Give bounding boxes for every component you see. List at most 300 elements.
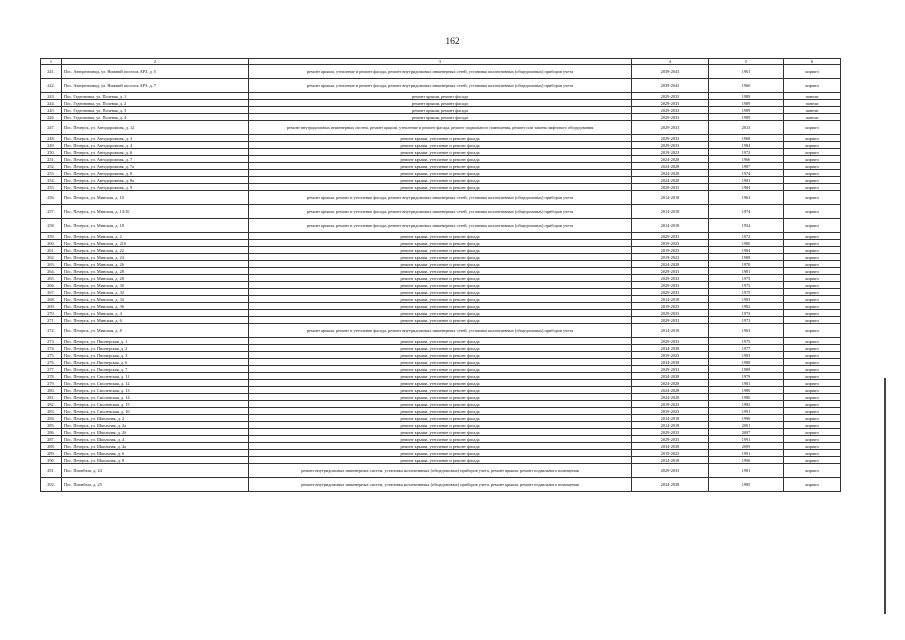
- cell-work-types: ремонт внутридомовых инженерных систем, установка коллективных (общедомовых) приборов учета, ремонт крыши, ремонт подвального помещения: [249, 478, 632, 492]
- cell-build-year: 1961: [709, 65, 784, 79]
- cell-address: Пос. Печерск, ул. Школьная, д. 2б: [62, 429, 249, 436]
- cell-build-year: 1973: [709, 310, 784, 317]
- cell-address: Пос. Печерск, ул. Смоленская, д. 16: [62, 408, 249, 415]
- cell-build-year: 1984: [709, 184, 784, 191]
- cell-wall-material: кирпич: [784, 408, 841, 415]
- cell-row-number: 263.: [41, 261, 62, 268]
- cell-wall-material: кирпич: [784, 359, 841, 366]
- cell-build-year: 1984: [709, 142, 784, 149]
- header-col-4: 4: [632, 59, 709, 65]
- cell-address: Пос. Печерск, ул. Пионерская, д. 7: [62, 366, 249, 373]
- cell-work-types: ремонт крыши, ремонт фасада: [249, 93, 632, 100]
- cell-build-year: 1989: [709, 114, 784, 121]
- cell-wall-material: кирпич: [784, 247, 841, 254]
- table-row: [41, 429, 841, 436]
- cell-row-number: 272.: [41, 324, 62, 338]
- cell-work-types: ремонт крыши, утепление и ремонт фасада: [249, 282, 632, 289]
- cell-address: Пос. Печерск, ул. Минская, д. 28: [62, 275, 249, 282]
- cell-work-types: ремонт крыши, утепление и ремонт фасада: [249, 254, 632, 261]
- header-col-3: 3: [249, 59, 632, 65]
- cell-row-number: 258.: [41, 219, 62, 233]
- cell-work-types: ремонт крыши, утепление и ремонт фасада: [249, 408, 632, 415]
- cell-row-number: 265.: [41, 275, 62, 282]
- cell-work-types: ремонт крыши, утепление и ремонт фасада: [249, 450, 632, 457]
- cell-address: Пос. Печерск, ул. Минская, д. 26: [62, 261, 249, 268]
- cell-wall-material: кирпич: [784, 233, 841, 240]
- cell-row-number: 257.: [41, 205, 62, 219]
- cell-work-types: ремонт крыши, утепление и ремонт фасада: [249, 261, 632, 268]
- table-row: [41, 93, 841, 100]
- cell-period: 2019-2023: [632, 254, 709, 261]
- cell-address: Пос. Печерск, ул. Автодорожная, д. 8а: [62, 177, 249, 184]
- cell-wall-material: кирпич: [784, 380, 841, 387]
- table-row: [41, 163, 841, 170]
- cell-build-year: 1975: [709, 338, 784, 345]
- cell-wall-material: кирпич: [784, 457, 841, 464]
- cell-row-number: 273.: [41, 338, 62, 345]
- table-row: [41, 79, 841, 93]
- cell-row-number: 280.: [41, 387, 62, 394]
- cell-period: 2029-2033: [632, 142, 709, 149]
- cell-wall-material: кирпич: [784, 478, 841, 492]
- cell-build-year: 2001: [709, 422, 784, 429]
- cell-build-year: 1972: [709, 149, 784, 156]
- cell-address: Пос. Печерск, ул. Минская, д. 4: [62, 310, 249, 317]
- cell-work-types: ремонт крыши, утепление и ремонт фасада: [249, 352, 632, 359]
- cell-wall-material: кирпич: [784, 121, 841, 135]
- cell-address: Пос. Печерск, ул. Минская, д. 34: [62, 296, 249, 303]
- cell-row-number: 245.: [41, 107, 62, 114]
- header-col-6: 6: [784, 59, 841, 65]
- cell-wall-material: кирпич: [784, 65, 841, 79]
- cell-period: 2029-2033: [632, 436, 709, 443]
- table-row: [41, 289, 841, 296]
- cell-build-year: 2013: [709, 121, 784, 135]
- cell-wall-material: кирпич: [784, 387, 841, 394]
- cell-row-number: 277.: [41, 366, 62, 373]
- table-row: [41, 338, 841, 345]
- cell-work-types: ремонт крыши, утепление и ремонт фасада: [249, 443, 632, 450]
- table-row: [41, 282, 841, 289]
- cell-row-number: 251.: [41, 156, 62, 163]
- cell-build-year: 1981: [709, 380, 784, 387]
- cell-address: Пос. Печерск, ул. Школьная, д. 4: [62, 436, 249, 443]
- cell-row-number: 256.: [41, 191, 62, 205]
- cell-wall-material: кирпич: [784, 219, 841, 233]
- cell-work-types: ремонт крыши, утепление и ремонт фасада: [249, 233, 632, 240]
- cell-build-year: 1908: [709, 254, 784, 261]
- cell-address: Пос. Печерск, ул. Минская, д. 32: [62, 289, 249, 296]
- cell-wall-material: кирпич: [784, 310, 841, 317]
- cell-build-year: 2009: [709, 443, 784, 450]
- cell-build-year: 1989: [709, 93, 784, 100]
- cell-work-types: ремонт крыши, утепление и ремонт фасада: [249, 296, 632, 303]
- cell-build-year: 1974: [709, 205, 784, 219]
- table-row: [41, 408, 841, 415]
- cell-period: 2029-2033: [632, 338, 709, 345]
- cell-work-types: ремонт крыши, утепление и ремонт фасада: [249, 268, 632, 275]
- cell-period: 2024-2028: [632, 177, 709, 184]
- cell-build-year: 1981: [709, 268, 784, 275]
- cell-wall-material: кирпич: [784, 324, 841, 338]
- cell-wall-material: кирпич: [784, 443, 841, 450]
- cell-wall-material: кирпич: [784, 352, 841, 359]
- cell-period: 2039-2043: [632, 79, 709, 93]
- cell-period: 2014-2018: [632, 422, 709, 429]
- cell-wall-material: кирпич: [784, 401, 841, 408]
- cell-work-types: ремонт внутридомовых инженерных систем, ремонт крыши, утепление и ремонт фасада, ремонт подвального помещения, ремонт или замена лифтового оборудования: [249, 121, 632, 135]
- cell-wall-material: кирпич: [784, 205, 841, 219]
- cell-work-types: ремонт крыши, утепление и ремонт фасада: [249, 275, 632, 282]
- table-row: [41, 247, 841, 254]
- cell-address: Пос. Печерск, ул. Смоленская, д. 12: [62, 380, 249, 387]
- cell-build-year: 1983: [709, 352, 784, 359]
- table-row: [41, 464, 841, 478]
- cell-address: Пос. Авторемзавод, ул. Нижний поселок АРЗ, д. 7: [62, 79, 249, 93]
- cell-address: Пос. Печерск, ул. Смоленская, д. 14: [62, 394, 249, 401]
- cell-row-number: 286.: [41, 429, 62, 436]
- cell-period: 2034-2038: [632, 478, 709, 492]
- cell-row-number: 289.: [41, 450, 62, 457]
- table-row: [41, 296, 841, 303]
- cell-wall-material: панели: [784, 100, 841, 107]
- cell-row-number: 246.: [41, 114, 62, 121]
- table-row: [41, 443, 841, 450]
- cell-build-year: 1983: [709, 296, 784, 303]
- cell-period: 2014-2018: [632, 296, 709, 303]
- cell-address: Пос. Пионбаза, д. 25: [62, 478, 249, 492]
- cell-row-number: 274.: [41, 345, 62, 352]
- table-row: [41, 359, 841, 366]
- cell-period: 2034-2038: [632, 359, 709, 366]
- cell-wall-material: кирпич: [784, 156, 841, 163]
- header-col-2: 2: [62, 59, 249, 65]
- cell-wall-material: кирпич: [784, 268, 841, 275]
- cell-row-number: 271.: [41, 317, 62, 324]
- cell-wall-material: кирпич: [784, 450, 841, 457]
- cell-wall-material: кирпич: [784, 317, 841, 324]
- cell-wall-material: панели: [784, 93, 841, 100]
- cell-row-number: 249.: [41, 142, 62, 149]
- cell-build-year: 1980: [709, 387, 784, 394]
- cell-wall-material: кирпич: [784, 394, 841, 401]
- cell-address: Пос. Печерск, ул. Минская, д. 24: [62, 254, 249, 261]
- cell-wall-material: кирпич: [784, 261, 841, 268]
- table-row: [41, 121, 841, 135]
- cell-wall-material: кирпич: [784, 422, 841, 429]
- cell-wall-material: кирпич: [784, 436, 841, 443]
- cell-row-number: 266.: [41, 282, 62, 289]
- cell-wall-material: кирпич: [784, 177, 841, 184]
- cell-address: Пос. Печерск, ул. Автодорожная, д. 7а: [62, 163, 249, 170]
- cell-row-number: 248.: [41, 135, 62, 142]
- cell-work-types: ремонт крыши, утепление и ремонт фасада: [249, 149, 632, 156]
- table-row: [41, 240, 841, 247]
- cell-address: Пос. Гедеоновка, ул. Полевая, д. 1: [62, 93, 249, 100]
- table-row: [41, 380, 841, 387]
- cell-row-number: 275.: [41, 352, 62, 359]
- cell-build-year: 1980: [709, 240, 784, 247]
- cell-row-number: 281.: [41, 394, 62, 401]
- cell-build-year: 1954: [709, 219, 784, 233]
- cell-row-number: 242.: [41, 79, 62, 93]
- cell-work-types: ремонт крыши, ремонт фасада: [249, 100, 632, 107]
- cell-work-types: ремонт крыши, ремонт фасада: [249, 107, 632, 114]
- cell-wall-material: кирпич: [784, 191, 841, 205]
- cell-build-year: 1979: [709, 373, 784, 380]
- cell-work-types: ремонт крыши, утепление и ремонт фасада: [249, 415, 632, 422]
- cell-row-number: 241.: [41, 65, 62, 79]
- cell-work-types: ремонт крыши, утепление и ремонт фасада, ремонт внутридомовых инженерных сетей, установка коллективных (общедомовых) приборов учета: [249, 79, 632, 93]
- table-row: [41, 394, 841, 401]
- table-row: [41, 233, 841, 240]
- cell-period: 2014-2018: [632, 191, 709, 205]
- table-row: [41, 205, 841, 219]
- table-row: [41, 135, 841, 142]
- cell-work-types: ремонт крыши, утепление и ремонт фасада: [249, 436, 632, 443]
- cell-wall-material: панели: [784, 107, 841, 114]
- cell-wall-material: кирпич: [784, 254, 841, 261]
- cell-period: 2029-2033: [632, 107, 709, 114]
- table-row: [41, 268, 841, 275]
- cell-work-types: ремонт крыши, ремонт и утепление фасада, ремонт внутридомовых инженерных сетей, установка коллективных (общедомовых) приборов учета: [249, 219, 632, 233]
- cell-build-year: 1980: [709, 394, 784, 401]
- cell-address: Пос. Авторемзавод, ул. Нижний поселок АРЗ, д. 5: [62, 65, 249, 79]
- cell-address: Пос. Печерск, ул. Автодорожная, д. 9: [62, 184, 249, 191]
- table-row: [41, 422, 841, 429]
- cell-wall-material: кирпич: [784, 142, 841, 149]
- cell-address: Пос. Печерск, ул. Автодорожная, д. 6: [62, 149, 249, 156]
- cell-period: 2029-2033: [632, 100, 709, 107]
- cell-build-year: 1973: [709, 317, 784, 324]
- cell-row-number: 262.: [41, 254, 62, 261]
- cell-period: 2029-2033: [632, 289, 709, 296]
- cell-build-year: 1989: [709, 100, 784, 107]
- cell-period: 2029-2033: [632, 317, 709, 324]
- cell-work-types: ремонт крыши, утепление и ремонт фасада: [249, 380, 632, 387]
- cell-work-types: ремонт крыши, утепление и ремонт фасада: [249, 177, 632, 184]
- cell-period: 2029-2033: [632, 114, 709, 121]
- cell-address: Пос. Печерск, ул. Минская, д. 36: [62, 303, 249, 310]
- table-row: [41, 184, 841, 191]
- cell-build-year: 1960: [709, 79, 784, 93]
- cell-wall-material: кирпич: [784, 163, 841, 170]
- cell-work-types: ремонт крыши, утепление и ремонт фасада: [249, 184, 632, 191]
- cell-work-types: ремонт крыши, утепление и ремонт фасада: [249, 156, 632, 163]
- cell-period: 2014-2018: [632, 205, 709, 219]
- cell-work-types: ремонт крыши, утепление и ремонт фасада: [249, 366, 632, 373]
- cell-build-year: 1991: [709, 408, 784, 415]
- cell-period: 2014-2018: [632, 415, 709, 422]
- table-row: [41, 401, 841, 408]
- cell-wall-material: кирпич: [784, 149, 841, 156]
- cell-build-year: 1985: [709, 478, 784, 492]
- cell-build-year: 1975: [709, 289, 784, 296]
- cell-row-number: 244.: [41, 100, 62, 107]
- table-row: [41, 261, 841, 268]
- cell-row-number: 260.: [41, 240, 62, 247]
- cell-row-number: 243.: [41, 93, 62, 100]
- cell-row-number: 278.: [41, 373, 62, 380]
- cell-period: 2019-2023: [632, 303, 709, 310]
- cell-work-types: ремонт крыши, утепление и ремонт фасада: [249, 394, 632, 401]
- cell-period: 2019-2023: [632, 408, 709, 415]
- cell-build-year: 1989: [709, 366, 784, 373]
- cell-address: Пос. Печерск, ул. Школьная, д. 2: [62, 415, 249, 422]
- cell-row-number: 269.: [41, 303, 62, 310]
- cell-row-number: 268.: [41, 296, 62, 303]
- cell-address: Пос. Гедеоновка, ул. Полевая, д. 3: [62, 107, 249, 114]
- cell-period: 2029-2033: [632, 233, 709, 240]
- housing-register-table: [40, 58, 841, 492]
- cell-row-number: 247.: [41, 121, 62, 135]
- cell-build-year: 1984: [709, 247, 784, 254]
- cell-row-number: 253.: [41, 170, 62, 177]
- cell-row-number: 252.: [41, 163, 62, 170]
- cell-address: Пос. Гедеоновка, ул. Полевая, д. 2: [62, 100, 249, 107]
- cell-wall-material: кирпич: [784, 135, 841, 142]
- cell-work-types: ремонт внутридомовых инженерных систем, установка коллективных (общедомовых) приборов учета, ремонт крыши, ремонт подвального помещения: [249, 464, 632, 478]
- cell-address: Пос. Печерск, ул. Школьная, д. 6: [62, 450, 249, 457]
- cell-build-year: 1970: [709, 261, 784, 268]
- cell-address: Пос. Печерск, ул. Пионерская, д. 2: [62, 345, 249, 352]
- cell-build-year: 1981: [709, 464, 784, 478]
- cell-wall-material: кирпич: [784, 289, 841, 296]
- table-row: [41, 317, 841, 324]
- cell-build-year: 1989: [709, 107, 784, 114]
- cell-row-number: 259.: [41, 233, 62, 240]
- cell-period: 2014-2018: [632, 457, 709, 464]
- table-row: [41, 387, 841, 394]
- cell-work-types: ремонт крыши, утепление и ремонт фасада: [249, 170, 632, 177]
- cell-row-number: 250.: [41, 149, 62, 156]
- table-row: [41, 142, 841, 149]
- cell-wall-material: кирпич: [784, 338, 841, 345]
- cell-address: Пос. Печерск, ул. Минская, д. 21б: [62, 240, 249, 247]
- cell-address: Пос. Печерск, ул. Пионерская, д. 1: [62, 338, 249, 345]
- cell-build-year: 1963: [709, 191, 784, 205]
- cell-row-number: 283.: [41, 408, 62, 415]
- cell-address: Пос. Печерск, ул. Автодорожная, д. 7: [62, 156, 249, 163]
- cell-period: 2034-2038: [632, 373, 709, 380]
- cell-period: 2019-2023: [632, 450, 709, 457]
- cell-row-number: 254.: [41, 177, 62, 184]
- cell-build-year: 1987: [709, 163, 784, 170]
- cell-period: 2034-2038: [632, 443, 709, 450]
- cell-work-types: ремонт крыши, ремонт и утепление фасада, ремонт внутридомовых инженерных сетей, установка коллективных (общедомовых) приборов учета: [249, 205, 632, 219]
- cell-work-types: ремонт крыши, утепление и ремонт фасада: [249, 429, 632, 436]
- cell-address: Пос. Печерск, ул. Автодорожная, д. 3: [62, 135, 249, 142]
- table-row: [41, 366, 841, 373]
- cell-period: 2024-2028: [632, 387, 709, 394]
- cell-work-types: ремонт крыши, утепление и ремонт фасада: [249, 303, 632, 310]
- cell-wall-material: кирпич: [784, 184, 841, 191]
- table-row: [41, 457, 841, 464]
- cell-wall-material: кирпич: [784, 415, 841, 422]
- cell-period: 2024-2028: [632, 394, 709, 401]
- cell-address: Пос. Печерск, ул. Пионерская, д. 3: [62, 352, 249, 359]
- cell-work-types: ремонт крыши, утепление и ремонт фасада: [249, 338, 632, 345]
- cell-row-number: 285.: [41, 422, 62, 429]
- cell-wall-material: кирпич: [784, 345, 841, 352]
- cell-address: Пос. Печерск, ул. Минская, д. 10: [62, 191, 249, 205]
- table-row: [41, 373, 841, 380]
- cell-build-year: 1966: [709, 156, 784, 163]
- cell-address: Пос. Печерск, ул. Минская, д. 2: [62, 233, 249, 240]
- cell-address: Пос. Печерск, ул. Минская, д. 28: [62, 268, 249, 275]
- cell-wall-material: кирпич: [784, 170, 841, 177]
- cell-period: 2019-2023: [632, 247, 709, 254]
- cell-wall-material: кирпич: [784, 366, 841, 373]
- cell-wall-material: кирпич: [784, 296, 841, 303]
- cell-address: Пос. Печерск, ул. Школьная, д. 4а: [62, 443, 249, 450]
- cell-row-number: 287.: [41, 436, 62, 443]
- cell-period: 2029-2033: [632, 135, 709, 142]
- table-row: [41, 450, 841, 457]
- cell-row-number: 270.: [41, 310, 62, 317]
- cell-build-year: 1982: [709, 303, 784, 310]
- cell-address: Пос. Печерск, ул. Минская, д. 6: [62, 317, 249, 324]
- table-row: [41, 310, 841, 317]
- cell-build-year: 1968: [709, 135, 784, 142]
- cell-period: 2014-2018: [632, 324, 709, 338]
- cell-address: Пос. Печерск, ул. Смоленская, д. 11: [62, 373, 249, 380]
- cell-work-types: ремонт крыши, утепление и ремонт фасада: [249, 142, 632, 149]
- cell-period: 2029-2033: [632, 275, 709, 282]
- cell-wall-material: кирпич: [784, 282, 841, 289]
- cell-build-year: 1972: [709, 233, 784, 240]
- cell-period: 2039-2043: [632, 65, 709, 79]
- cell-work-types: ремонт крыши, утепление и ремонт фасада: [249, 310, 632, 317]
- cell-row-number: 292.: [41, 478, 62, 492]
- cell-address: Пос. Печерск, ул. Минская, д. 8: [62, 324, 249, 338]
- cell-address: Пос. Печерск, ул. Автодорожная, д. 12: [62, 121, 249, 135]
- cell-build-year: 1996: [709, 457, 784, 464]
- cell-period: 2029-2033: [632, 93, 709, 100]
- cell-build-year: 1991: [709, 450, 784, 457]
- table-row: [41, 254, 841, 261]
- cell-period: 2029-2033: [632, 184, 709, 191]
- cell-work-types: ремонт крыши, ремонт фасада: [249, 114, 632, 121]
- cell-row-number: 255.: [41, 184, 62, 191]
- cell-address: Пос. Пионбаза, д. 24: [62, 464, 249, 478]
- page-number: 162: [445, 37, 460, 47]
- cell-address: Пос. Печерск, ул. Школьная, д. 2а: [62, 422, 249, 429]
- cell-address: Пос. Гедеоновка, ул. Полевая, д. 4: [62, 114, 249, 121]
- cell-row-number: 276.: [41, 359, 62, 366]
- cell-period: 2019-2023: [632, 401, 709, 408]
- cell-period: 2024-2028: [632, 380, 709, 387]
- cell-build-year: 1988: [709, 359, 784, 366]
- table-row: [41, 478, 841, 492]
- table-row: [41, 436, 841, 443]
- cell-build-year: 1982: [709, 401, 784, 408]
- cell-address: Пос. Печерск, ул. Автодорожная, д. 4: [62, 142, 249, 149]
- cell-work-types: ремонт крыши, утепление и ремонт фасада: [249, 247, 632, 254]
- cell-period: 2029-2033: [632, 429, 709, 436]
- cell-period: 2014-2018: [632, 219, 709, 233]
- cell-wall-material: кирпич: [784, 275, 841, 282]
- table-row: [41, 114, 841, 121]
- cell-period: 2029-2033: [632, 310, 709, 317]
- cell-work-types: ремонт крыши, утепление и ремонт фасада: [249, 359, 632, 366]
- cell-row-number: 282.: [41, 401, 62, 408]
- cell-address: Пос. Печерск, ул. Смоленская, д. 15: [62, 401, 249, 408]
- table-row: [41, 324, 841, 338]
- cell-wall-material: кирпич: [784, 429, 841, 436]
- cell-build-year: 2007: [709, 429, 784, 436]
- cell-period: 2024-2028: [632, 156, 709, 163]
